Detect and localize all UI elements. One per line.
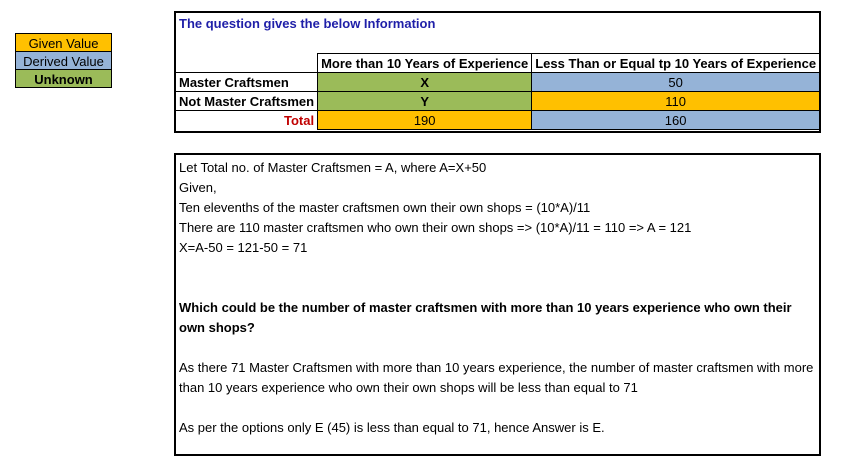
color-legend bbox=[15, 33, 112, 88]
table-row bbox=[176, 73, 820, 92]
header-empty bbox=[176, 54, 318, 73]
row-label-master: Master Craftsmen bbox=[176, 73, 318, 92]
explanation-box bbox=[174, 153, 821, 456]
header-more-than-10: More than 10 Years of Experience bbox=[318, 54, 532, 73]
explanation-line: Ten elevenths of the master craftsmen own their own shops = (10*A)/11 bbox=[179, 200, 591, 215]
conclusion-text: As per the options only E (45) is less than equal to 71, hence Answer is E. bbox=[179, 420, 605, 435]
answer-paragraph: As there 71 Master Craftsmen with more than 10 years experience, the number of master craftsmen with more than 10 years experience who own their own shops will be less than equal to 71 bbox=[179, 360, 814, 395]
table-row bbox=[176, 111, 820, 130]
spacer bbox=[179, 258, 816, 298]
legend-given: Given Value bbox=[15, 33, 112, 52]
cell-master-less: 50 bbox=[532, 73, 820, 92]
explanation-line: There are 110 master craftsmen who own their own shops => (10*A)/11 = 110 => A = 121 bbox=[179, 220, 692, 235]
experience-table bbox=[176, 53, 820, 130]
explanation-line: Given, bbox=[179, 180, 217, 195]
row-label-not-master: Not Master Craftsmen bbox=[176, 92, 318, 111]
cell-total-less: 160 bbox=[532, 111, 820, 130]
table-row bbox=[176, 92, 820, 111]
explanation-line: X=A-50 = 121-50 = 71 bbox=[179, 240, 308, 255]
info-title: The question gives the below Information bbox=[179, 16, 436, 31]
cell-not-master-more: Y bbox=[318, 92, 532, 111]
cell-total-more: 190 bbox=[318, 111, 532, 130]
table-header-row bbox=[176, 54, 820, 73]
spacer bbox=[179, 398, 816, 418]
row-label-total: Total bbox=[176, 111, 318, 130]
explanation-line: Let Total no. of Master Craftsmen = A, where A=X+50 bbox=[179, 160, 487, 175]
question-text: Which could be the number of master craftsmen with more than 10 years experience who own their own shops? bbox=[179, 300, 792, 335]
cell-not-master-less: 110 bbox=[532, 92, 820, 111]
spacer bbox=[179, 338, 816, 358]
legend-derived: Derived Value bbox=[15, 51, 112, 70]
information-table-box bbox=[174, 11, 821, 133]
legend-unknown: Unknown bbox=[15, 69, 112, 88]
cell-master-more: X bbox=[318, 73, 532, 92]
header-less-equal-10: Less Than or Equal tp 10 Years of Experience bbox=[532, 54, 820, 73]
